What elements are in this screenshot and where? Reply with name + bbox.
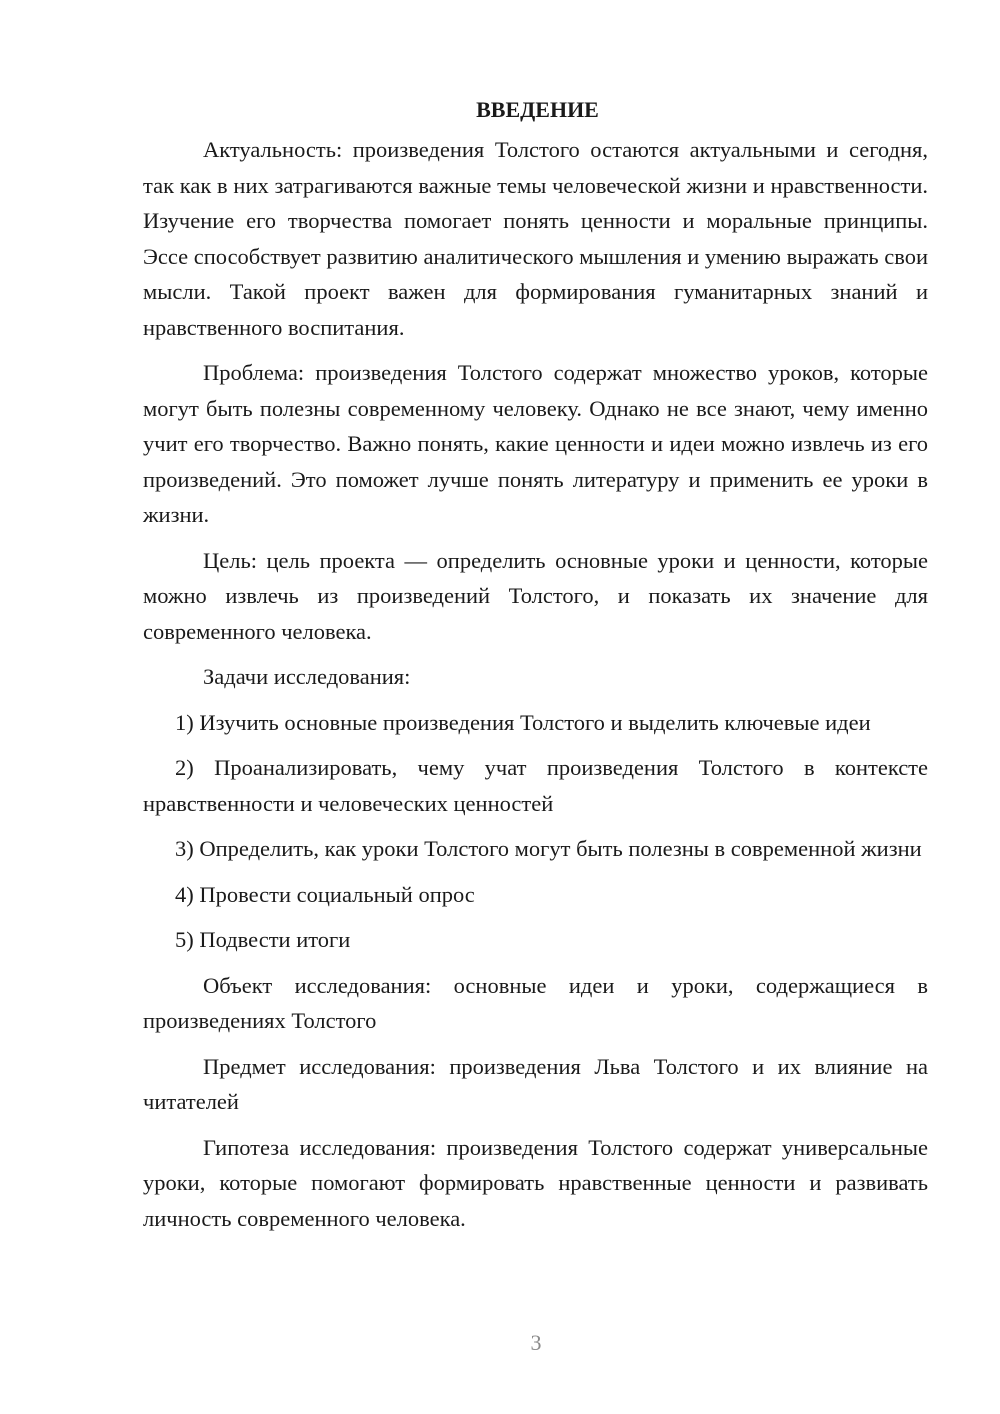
subject-paragraph: Предмет исследования: произведения Льва Толстого и их влияние на читателей [143, 1053, 928, 1114]
section-title: ВВЕДЕНИЕ [476, 97, 599, 122]
task-item-5: 5) Подвести итоги [175, 927, 351, 952]
tasks-heading: Задачи исследования: [203, 664, 411, 689]
relevance-paragraph: Актуальность: произведения Толстого остаются актуальными и сегодня, так как в них затрагиваются важные темы человеческой жизни и нравственности. Изучение его творчества помогает понять ценности и моральные принципы. Эссе способствует развитию аналитического мышления и умению выражать свои мысли. Такой проект важен для формирования гуманитарных знаний и нравственного воспитания. [143, 137, 928, 340]
task-item-3: 3) Определить, как уроки Толстого могут быть полезны в современной жизни [175, 836, 922, 861]
page-number: 3 [530, 1330, 542, 1355]
document-page [143, 92, 928, 1246]
object-paragraph: Объект исследования: основные идеи и уроки, содержащиеся в произведениях Толстого [143, 972, 928, 1033]
task-item-1: 1) Изучить основные произведения Толстого и выделить ключевые идеи [175, 709, 871, 735]
problem-paragraph: Проблема: произведения Толстого содержат множество уроков, которые могут быть полезны современному человеку. Однако не все знают, чему именно учит его творчество. Важно понять, какие ценности и идеи можно извлечь из его произведений. Это поможет лучше понять литературу и применить ее уроки в жизни. [143, 360, 928, 527]
hypothesis-paragraph: Гипотеза исследования: произведения Толстого содержат универсальные уроки, которые помогают формировать нравственные ценности и развивать личность современного человека. [143, 1134, 928, 1231]
goal-paragraph: Цель: цель проекта — определить основные уроки и ценности, которые можно извлечь из произведений Толстого, и показать их значение для современного человека. [143, 547, 928, 644]
task-item-2: 2) Проанализировать, чему учат произведения Толстого в контексте нравственности и человеческих ценностей [143, 755, 928, 816]
task-item-4: 4) Провести социальный опрос [175, 881, 475, 907]
